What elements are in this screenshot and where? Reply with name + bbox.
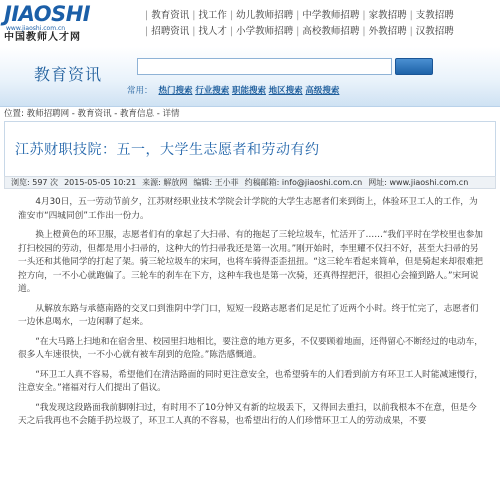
nav-separator: | — [192, 10, 196, 21]
quick-search-label: 常用： — [127, 86, 153, 96]
logo-slogan: 中国教师人才网 — [4, 32, 81, 43]
article-paragraph: 换上橙黄色的环卫服，志愿者们有的拿起了大扫帚、有的拖起了三轮垃圾车，忙活开了……“我们平时在学校里也参加打扫校园的劳动，但都是用小扫帚的，这种大的竹扫帚我还是第一次用。”刚开始时，李里耀不仅扫不好，甚至大扫帚的另一头还和其他同学的打起了架。骑三轮垃圾车的宋珂，也将车骑得歪歪扭扭。“这三轮车看起来简单，但是骑起来却很难把控方向，一不小心就跑偏了。三轮车的刹车在下方，这种车我也是第一次骑，还真得捏把汗，很担心会撞到路人。”宋珂说道。 — [18, 230, 483, 294]
article-paragraph: “我发现这段路面我前脚刚扫过，有时用不了10分钟又有新的垃圾丢下，又得回去重扫，以前我根本不在意，但是今天之后我再也不会随手扔垃圾了，环卫工人真的不容易，也希望出行的人们珍惜环卫工人的劳动成果，不要 — [18, 402, 477, 426]
nav-separator: | — [296, 10, 300, 21]
region-search-link[interactable]: 地区搜索 — [268, 86, 303, 96]
breadcrumb[interactable]: 位置: 教师招聘网 - 教育资讯 - 教育信息 - 详情 — [4, 109, 180, 119]
article-source: 来源: 解放网 — [142, 178, 188, 187]
nav-separator: | — [145, 10, 149, 21]
nav-separator: | — [229, 10, 234, 21]
view-count: 浏览: 597 次 — [11, 178, 59, 187]
search-bar — [137, 57, 477, 75]
nav-separator: | — [229, 26, 234, 37]
logo-wordmark: JIAOSHI — [4, 2, 91, 26]
function-search-link[interactable]: 职能搜索 — [231, 86, 266, 96]
nav-link-zhao-rencai[interactable]: 找人才 — [198, 26, 227, 37]
search-button[interactable] — [395, 58, 433, 75]
nav-link-xiaoxue[interactable]: 小学教师招聘 — [236, 26, 294, 37]
article-editor: 编辑: 王小菲 — [193, 178, 239, 187]
article-body — [18, 196, 484, 435]
section-banner — [0, 47, 500, 107]
nav-link-zhao-gongzuo[interactable]: 找工作 — [198, 10, 227, 21]
site-header — [0, 0, 500, 46]
nav-separator: | — [409, 10, 413, 21]
nav-separator: | — [145, 26, 149, 37]
site-logo[interactable] — [4, 3, 122, 43]
industry-search-link[interactable]: 行业搜索 — [195, 86, 230, 96]
article-title: 江苏财职技院：五一，大学生志愿者和劳动有约 — [15, 142, 320, 158]
contact-email[interactable]: 约稿邮箱: info@jiaoshi.com.cn — [244, 178, 363, 187]
site-url[interactable]: 网址: www.jiaoshi.com.cn — [368, 178, 469, 187]
nav-separator: | — [296, 26, 300, 37]
article-title-box — [4, 121, 496, 176]
nav-link-gaoxiao[interactable]: 高校教师招聘 — [302, 26, 360, 37]
article-paragraph: “在大马路上扫地和在宿舍里、校园里扫地相比，要注意的地方更多，不仅要顾着地面，还得留心不断经过的电动车，很多人车速很快，一不小心就有被车刮到的危险。”陈浩感慨道。 — [18, 336, 483, 360]
nav-row-2 — [142, 24, 500, 40]
advanced-search-link[interactable]: 高级搜索 — [305, 86, 340, 96]
nav-separator: | — [362, 26, 366, 37]
quick-search-links — [127, 84, 339, 96]
nav-separator: | — [409, 26, 413, 37]
section-title: 教育资讯 — [34, 65, 103, 84]
nav-separator: | — [362, 10, 366, 21]
article-meta-bar — [4, 176, 496, 189]
nav-separator: | — [192, 26, 196, 37]
nav-link-waijiao[interactable]: 外教招聘 — [368, 26, 407, 37]
top-navigation — [142, 8, 500, 40]
nav-link-zhaopin-zixun[interactable]: 招聘资讯 — [151, 26, 190, 37]
article-paragraph: “环卫工人真不容易，希望他们在清洁路面的同时更注意安全，也希望骑车的人们看到前方有环卫工人时能减速慢行，注意安全。”褚福对行人们提出了倡议。 — [18, 369, 483, 393]
nav-row-1 — [142, 8, 500, 24]
nav-link-hanjiao[interactable]: 汉教招聘 — [415, 26, 454, 37]
nav-link-zhijiao[interactable]: 支教招聘 — [415, 10, 454, 21]
article-paragraph: 从解放东路与承德南路的交叉口到淮阴中学门口，短短一段路志愿者们足足忙了近两个小时。终于忙完了，志愿者们一边休息喝水，一边闲聊了起来。 — [18, 303, 479, 327]
nav-link-jiaoyu-zixun[interactable]: 教育资讯 — [151, 10, 190, 21]
hot-search-link[interactable]: 热门搜索 — [158, 86, 193, 96]
article-paragraph: 4月30日，五一劳动节前夕，江苏财经职业技术学院会计学院的大学生志愿者们来到街上，体验环卫工人的工作，为淮安市“四城同创”工作出一份力。 — [18, 197, 478, 221]
nav-link-zhongxue[interactable]: 中学教师招聘 — [302, 10, 360, 21]
logo-url: www.jiaoshi.com.cn — [6, 25, 66, 32]
search-input[interactable] — [137, 58, 392, 75]
publish-date: 2015-05-05 10:21 — [64, 178, 137, 187]
nav-link-jiajiao[interactable]: 家教招聘 — [368, 10, 407, 21]
nav-link-youer[interactable]: 幼儿教师招聘 — [236, 10, 294, 21]
